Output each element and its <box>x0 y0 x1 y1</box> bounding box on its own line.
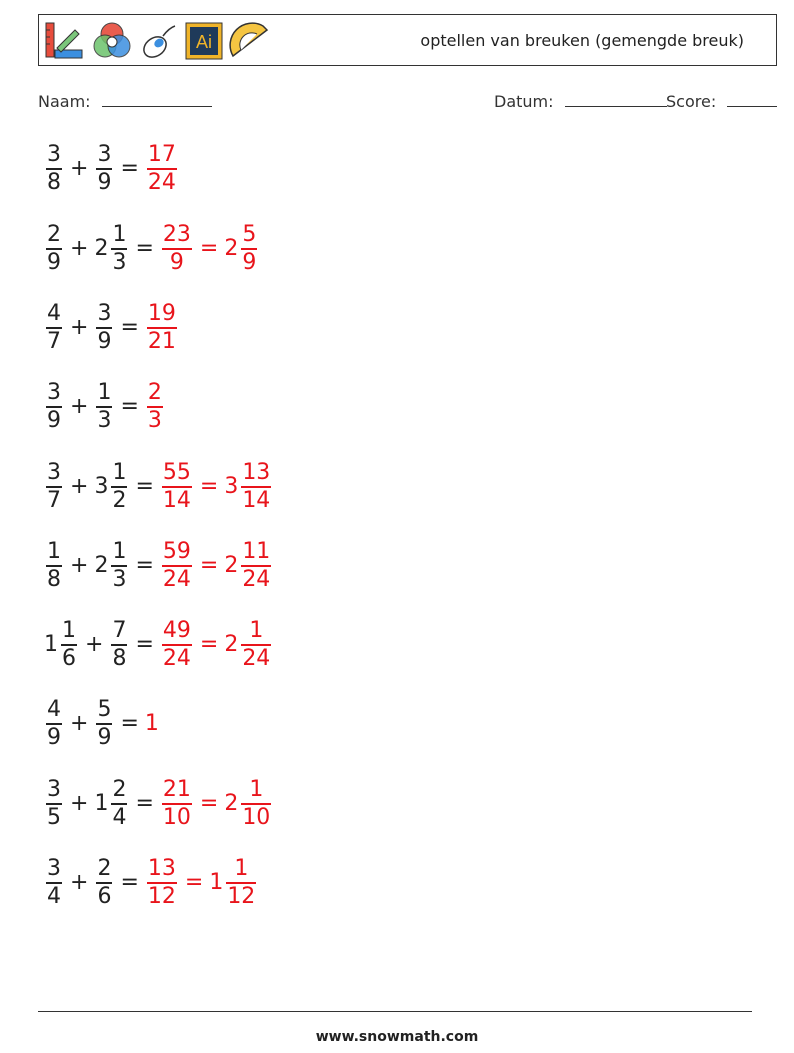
addend-a-fraction <box>46 777 62 831</box>
addend-a-fraction <box>46 301 62 355</box>
addend-b-denominator: 3 <box>97 407 112 433</box>
name-line <box>102 92 212 107</box>
addend-b-number <box>94 856 114 910</box>
answer <box>160 539 273 593</box>
answer-mixed-fraction <box>241 222 257 276</box>
addend-b-numerator: 3 <box>97 142 112 167</box>
date-field <box>494 92 667 111</box>
addend-b-whole: 3 <box>94 474 109 500</box>
answer-mixed-denominator: 14 <box>242 487 271 513</box>
answer-improper-denominator: 21 <box>147 328 176 354</box>
answer-improper-fraction <box>147 380 163 434</box>
addend-b-number <box>94 222 129 276</box>
addend-a-fraction <box>46 222 62 276</box>
addend-a-denominator: 5 <box>47 804 61 830</box>
addend-a-denominator: 9 <box>47 249 61 275</box>
answer-improper-fraction <box>162 222 192 276</box>
addend-a-numerator: 3 <box>47 142 61 167</box>
answer-mixed-whole: 1 <box>209 870 224 896</box>
addend-b-number <box>94 380 114 434</box>
answer <box>145 301 179 355</box>
addend-a-number <box>44 777 64 831</box>
answer-improper-fraction <box>147 856 177 910</box>
addend-b-whole: 1 <box>94 791 109 817</box>
equals-sign: = <box>135 553 154 579</box>
problem-row <box>44 539 273 593</box>
problem-row <box>44 222 259 276</box>
footer-site: www.snowmath.com <box>315 1029 479 1045</box>
addend-b-numerator: 1 <box>112 539 127 564</box>
answer <box>145 856 258 910</box>
answer <box>145 711 159 736</box>
answer-improper-denominator: 24 <box>147 169 176 195</box>
answer-mixed-numerator: 1 <box>249 618 264 643</box>
answer-mixed-numerator: 5 <box>242 222 257 247</box>
addend-a-fraction <box>46 142 62 196</box>
plus-sign: + <box>70 870 89 896</box>
answer-improper-numerator: 59 <box>162 539 191 564</box>
answer-improper-fraction <box>162 777 192 831</box>
answer-mixed-whole: 2 <box>224 236 239 262</box>
addend-b-denominator: 3 <box>112 249 127 275</box>
addend-a-numerator: 3 <box>47 777 61 802</box>
answer-improper-numerator: 23 <box>162 222 191 247</box>
equals-sign: = <box>135 474 154 500</box>
addend-a-denominator: 7 <box>47 487 61 513</box>
ruler-pencil-icon <box>43 20 85 62</box>
addend-b-denominator: 2 <box>112 487 127 513</box>
addend-a-fraction <box>46 380 62 434</box>
answer-mixed-numerator: 13 <box>242 460 271 485</box>
answer-equals-sign: = <box>199 553 219 579</box>
answer-mixed-fraction <box>241 777 271 831</box>
answer-improper-numerator: 2 <box>147 380 162 405</box>
plus-sign: + <box>70 553 89 579</box>
protractor-icon <box>229 20 271 62</box>
addend-b-fraction <box>96 856 112 910</box>
answer-improper-numerator: 21 <box>162 777 191 802</box>
answer-improper-number <box>145 301 179 355</box>
problem-row <box>44 380 165 434</box>
answer-improper-fraction <box>147 301 177 355</box>
addend-b-fraction <box>111 222 127 276</box>
answer <box>160 460 273 514</box>
addend-b-denominator: 9 <box>97 169 112 195</box>
answer-improper-fraction <box>162 618 192 672</box>
addend-b-denominator: 6 <box>97 883 112 909</box>
addend-b-fraction <box>111 777 127 831</box>
answer-improper-numerator: 19 <box>147 301 176 326</box>
addend-b-number <box>94 777 129 831</box>
addend-b-whole: 2 <box>94 236 109 262</box>
answer-mixed-fraction <box>226 856 256 910</box>
plus-sign: + <box>70 156 89 182</box>
answer-improper-fraction <box>162 539 192 593</box>
addend-b-fraction <box>111 618 127 672</box>
addend-a-whole: 1 <box>44 632 58 658</box>
answer-improper-numerator: 49 <box>162 618 191 643</box>
plus-sign: + <box>70 315 89 341</box>
problem-row <box>44 142 179 196</box>
equals-sign: = <box>120 394 139 420</box>
answer-improper-fraction <box>162 460 192 514</box>
addend-b-fraction <box>96 301 112 355</box>
answer <box>145 142 179 196</box>
plus-sign: + <box>70 791 89 817</box>
answer-improper-number <box>160 618 194 672</box>
answer-improper-number <box>160 222 194 276</box>
addend-b-numerator: 7 <box>112 618 127 643</box>
answer-improper-number <box>160 460 194 514</box>
worksheet-header <box>38 14 777 66</box>
answer-improper-numerator: 17 <box>147 142 176 167</box>
answer-improper-numerator: 13 <box>147 856 176 881</box>
addend-a-number <box>44 222 64 276</box>
answer-improper-denominator: 24 <box>162 645 191 671</box>
answer-mixed-denominator: 24 <box>242 566 271 592</box>
addend-a-number <box>44 697 64 751</box>
answer-improper-number <box>160 777 194 831</box>
addend-a-number <box>44 618 79 672</box>
answer-equals-sign: = <box>199 474 219 500</box>
addend-a-denominator: 7 <box>47 328 61 354</box>
answer <box>160 222 259 276</box>
addend-a-numerator: 4 <box>47 301 61 326</box>
addend-b-numerator: 1 <box>112 222 127 247</box>
answer-improper-denominator: 10 <box>162 804 191 830</box>
addend-b-numerator: 5 <box>97 697 112 722</box>
answer-mixed-numerator: 11 <box>242 539 271 564</box>
answer-mixed-number <box>224 222 259 276</box>
plus-sign: + <box>70 474 89 500</box>
answer-mixed-whole: 3 <box>224 474 239 500</box>
date-label: Datum: <box>494 92 554 111</box>
answer-improper-number <box>145 380 165 434</box>
answer-equals-sign: = <box>199 632 219 658</box>
score-line <box>727 92 777 107</box>
answer-mixed-fraction <box>241 539 271 593</box>
equals-sign: = <box>135 632 154 658</box>
answer-mixed-number <box>224 777 273 831</box>
addend-b-denominator: 9 <box>97 328 112 354</box>
addend-b-fraction <box>111 539 127 593</box>
answer-mixed-fraction <box>241 460 271 514</box>
addend-b-number <box>94 539 129 593</box>
answer-mixed-number <box>209 856 258 910</box>
addend-a-numerator: 3 <box>47 856 61 881</box>
answer-mixed-number <box>224 460 273 514</box>
addend-a-fraction <box>46 697 62 751</box>
answer-equals-sign: = <box>184 870 204 896</box>
addend-a-denominator: 6 <box>62 645 76 671</box>
addend-b-denominator: 4 <box>112 804 127 830</box>
addend-a-number <box>44 539 64 593</box>
answer-improper-number <box>145 142 179 196</box>
header-icons <box>43 19 271 63</box>
answer-mixed-whole: 2 <box>224 791 239 817</box>
answer-mixed-numerator: 1 <box>234 856 249 881</box>
addend-b-number <box>94 460 129 514</box>
addend-a-numerator: 3 <box>47 460 61 485</box>
plus-sign: + <box>70 711 89 737</box>
score-label: Score: <box>666 92 717 111</box>
equals-sign: = <box>135 236 154 262</box>
addend-a-fraction <box>46 460 62 514</box>
answer-improper-number <box>145 856 179 910</box>
answer-mixed-denominator: 24 <box>242 645 271 671</box>
answer-mixed-whole: 2 <box>224 553 239 579</box>
footer-divider <box>38 1011 752 1012</box>
answer-mixed-numerator: 1 <box>249 777 264 802</box>
answer-mixed-number <box>224 618 273 672</box>
addend-a-denominator: 4 <box>47 883 61 909</box>
addend-b-number <box>109 618 129 672</box>
answer-improper-numerator: 55 <box>162 460 191 485</box>
addend-a-numerator: 2 <box>47 222 61 247</box>
answer-improper-denominator: 24 <box>162 566 191 592</box>
addend-b-number <box>94 697 114 751</box>
addend-a-denominator: 9 <box>47 407 61 433</box>
problem-row <box>44 301 179 355</box>
answer-mixed-denominator: 12 <box>227 883 256 909</box>
addend-a-denominator: 9 <box>47 724 61 750</box>
addend-a-fraction <box>61 618 77 672</box>
equals-sign: = <box>120 156 139 182</box>
addend-b-fraction <box>96 142 112 196</box>
addend-a-fraction <box>46 539 62 593</box>
plus-sign: + <box>70 236 89 262</box>
addend-b-numerator: 3 <box>97 301 112 326</box>
mouse-icon <box>139 20 179 62</box>
name-label: Naam: <box>38 92 91 111</box>
color-circles-icon <box>91 20 133 62</box>
addend-b-numerator: 2 <box>112 777 127 802</box>
answer-mixed-whole: 2 <box>224 632 239 658</box>
answer-improper-denominator: 3 <box>147 407 162 433</box>
equals-sign: = <box>120 711 139 737</box>
answer-mixed-fraction <box>241 618 271 672</box>
answer-whole: 1 <box>144 711 159 737</box>
problem-row <box>44 697 159 751</box>
addend-a-number <box>44 142 64 196</box>
problem-row <box>44 460 273 514</box>
addend-b-denominator: 8 <box>112 645 127 671</box>
answer-equals-sign: = <box>199 236 219 262</box>
addend-b-numerator: 1 <box>97 380 112 405</box>
addend-a-numerator: 3 <box>47 380 61 405</box>
date-line <box>565 92 667 107</box>
addend-a-number <box>44 380 64 434</box>
addend-a-denominator: 8 <box>47 169 61 195</box>
answer-mixed-number <box>224 539 273 593</box>
ai-text-icon <box>185 21 223 61</box>
addend-b-number <box>94 301 114 355</box>
answer <box>160 777 273 831</box>
problem-row <box>44 777 273 831</box>
equals-sign: = <box>120 870 139 896</box>
answer-improper-fraction <box>147 142 177 196</box>
name-field <box>38 92 212 111</box>
plus-sign: + <box>70 394 89 420</box>
addend-b-denominator: 9 <box>97 724 112 750</box>
equals-sign: = <box>120 315 139 341</box>
worksheet-title: optellen van breuken (gemengde breuk) <box>420 31 744 50</box>
answer-improper-denominator: 12 <box>147 883 176 909</box>
answer-mixed-denominator: 9 <box>242 249 257 275</box>
answer <box>145 380 165 434</box>
addend-b-denominator: 3 <box>112 566 127 592</box>
addend-b-numerator: 1 <box>112 460 127 485</box>
addend-a-number <box>44 460 64 514</box>
addend-b-numerator: 2 <box>97 856 112 881</box>
addend-a-fraction <box>46 856 62 910</box>
addend-a-denominator: 8 <box>47 566 61 592</box>
answer <box>160 618 273 672</box>
answer-improper-denominator: 9 <box>169 249 184 275</box>
addend-b-number <box>94 142 114 196</box>
addend-a-number <box>44 301 64 355</box>
addend-a-numerator: 1 <box>47 539 61 564</box>
plus-sign: + <box>85 632 104 658</box>
addend-b-fraction <box>96 380 112 434</box>
svg-text:Ai: Ai <box>195 32 213 52</box>
equals-sign: = <box>135 791 154 817</box>
addend-a-numerator: 1 <box>62 618 76 643</box>
addend-a-number <box>44 856 64 910</box>
addend-b-fraction <box>111 460 127 514</box>
addend-b-whole: 2 <box>94 553 109 579</box>
answer-improper-denominator: 14 <box>162 487 191 513</box>
answer-mixed-denominator: 10 <box>242 804 271 830</box>
addend-a-numerator: 4 <box>47 697 61 722</box>
addend-b-fraction <box>96 697 112 751</box>
problem-row <box>44 618 273 672</box>
score-field <box>666 92 777 111</box>
answer-improper-number <box>160 539 194 593</box>
answer-equals-sign: = <box>199 791 219 817</box>
problem-row <box>44 856 258 910</box>
